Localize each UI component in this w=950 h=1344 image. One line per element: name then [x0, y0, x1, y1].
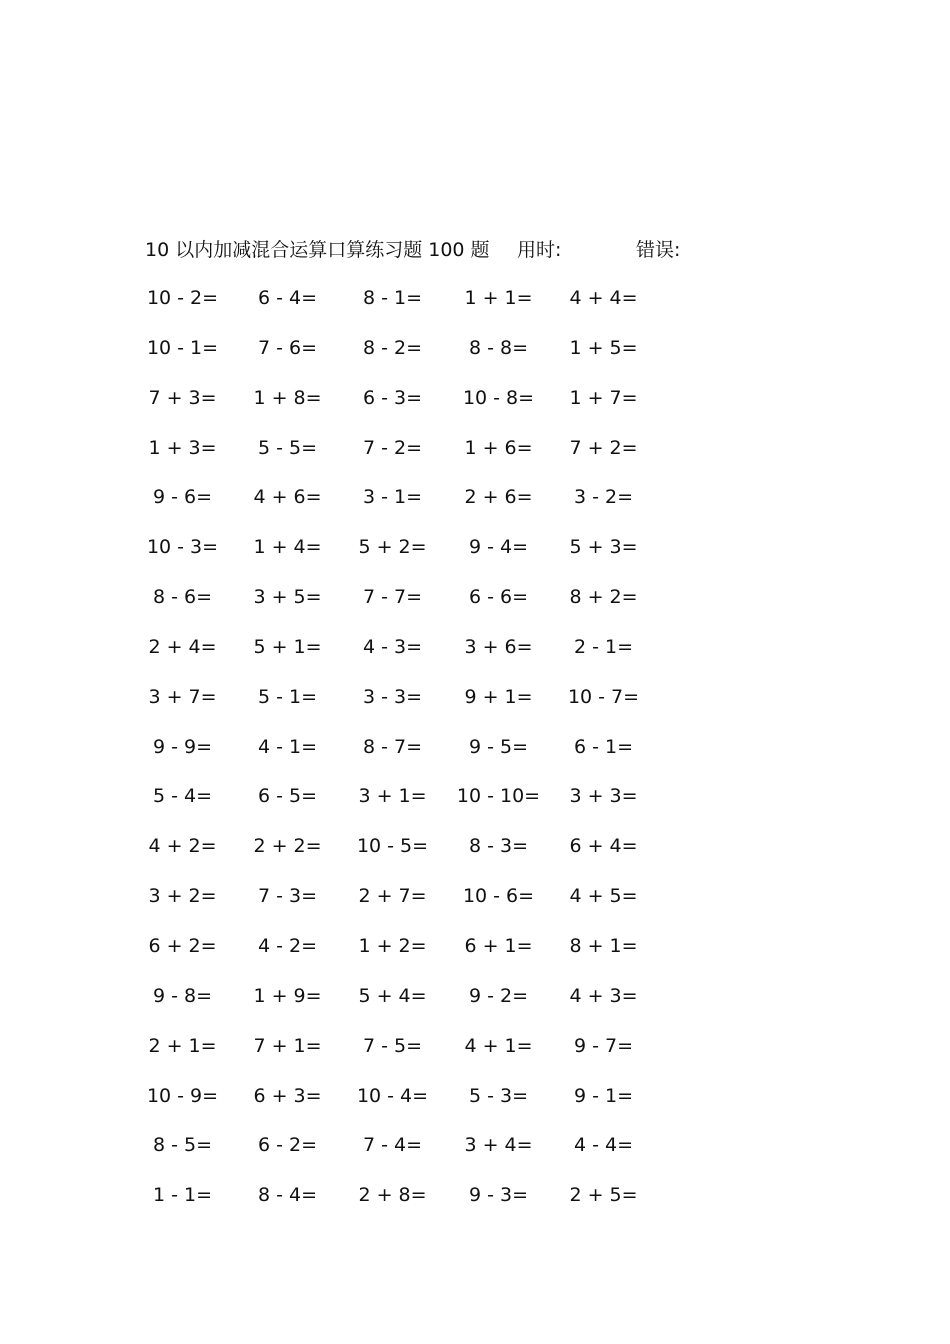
problem-cell: 10 - 3= — [146, 536, 219, 559]
problem-cell: 6 + 3= — [253, 1084, 322, 1107]
problem-cell: 1 + 9= — [253, 984, 322, 1007]
problem-cell: 5 + 1= — [253, 635, 322, 658]
problem-row — [130, 1130, 690, 1180]
problem-row — [130, 682, 690, 732]
problem-cell: 5 + 4= — [358, 984, 427, 1007]
problem-row — [130, 482, 690, 532]
problem-cell: 7 - 3= — [257, 885, 318, 908]
problem-cell: 7 - 5= — [362, 1034, 423, 1057]
problem-cell: 2 + 5= — [569, 1184, 638, 1207]
problem-cell: 6 - 1= — [573, 735, 634, 758]
problem-cell: 10 - 9= — [146, 1084, 219, 1107]
problem-cell: 8 - 1= — [362, 287, 423, 309]
problem-cell: 6 - 4= — [257, 287, 318, 309]
problem-cell: 3 - 1= — [362, 486, 423, 509]
problem-cell: 4 - 3= — [362, 635, 423, 658]
problem-cell: 10 - 7= — [567, 685, 640, 708]
problem-cell: 9 - 7= — [573, 1034, 634, 1057]
problem-cell: 3 + 1= — [358, 785, 427, 808]
problem-cell: 1 - 1= — [152, 1184, 213, 1207]
problem-cell: 7 - 4= — [362, 1134, 423, 1157]
problem-cell: 5 - 1= — [257, 685, 318, 708]
problem-row — [130, 283, 690, 333]
problem-cell: 1 + 4= — [253, 536, 322, 559]
problem-cell: 5 + 3= — [569, 536, 638, 559]
problem-cell: 3 + 3= — [569, 785, 638, 808]
problem-cell: 9 - 4= — [468, 536, 529, 559]
problem-cell: 6 - 5= — [257, 785, 318, 808]
problem-cell: 2 + 2= — [253, 835, 322, 858]
problem-cell: 8 - 2= — [362, 336, 423, 359]
problem-cell: 2 + 4= — [148, 635, 217, 658]
problem-cell: 5 - 4= — [152, 785, 213, 808]
problem-row — [130, 732, 690, 782]
problem-cell: 4 + 5= — [569, 885, 638, 908]
problem-row — [130, 532, 690, 582]
problem-cell: 9 - 3= — [468, 1184, 529, 1207]
problem-cell: 2 + 7= — [358, 885, 427, 908]
problem-cell: 6 - 3= — [362, 386, 423, 409]
problem-cell: 9 - 5= — [468, 735, 529, 758]
problem-cell: 4 + 6= — [253, 486, 322, 509]
problem-cell: 2 + 1= — [148, 1034, 217, 1057]
problem-cell: 5 - 5= — [257, 436, 318, 459]
problem-row — [130, 781, 690, 831]
problem-cell: 4 + 4= — [569, 287, 638, 309]
problem-cell: 6 + 2= — [148, 934, 217, 957]
problem-cell: 8 + 1= — [569, 934, 638, 957]
problem-cell: 5 + 2= — [358, 536, 427, 559]
problem-cell: 10 - 1= — [146, 336, 219, 359]
problem-cell: 7 + 2= — [569, 436, 638, 459]
problem-cell: 6 - 2= — [257, 1134, 318, 1157]
problem-cell: 8 + 2= — [569, 586, 638, 609]
problem-row — [130, 981, 690, 1031]
problem-cell: 3 + 6= — [464, 635, 533, 658]
worksheet-title: 10 以内加减混合运算口算练习题 100 题 — [145, 239, 490, 261]
problem-cell: 9 + 1= — [464, 685, 533, 708]
problem-row — [130, 632, 690, 682]
problem-cell: 7 - 2= — [362, 436, 423, 459]
problem-cell: 8 - 6= — [152, 586, 213, 609]
problem-row — [130, 433, 690, 483]
problem-cell: 8 - 3= — [468, 835, 529, 858]
problem-cell: 4 + 3= — [569, 984, 638, 1007]
problem-cell: 10 - 2= — [146, 287, 219, 309]
problem-cell: 1 + 2= — [358, 934, 427, 957]
problem-cell: 1 + 1= — [464, 287, 533, 309]
problem-cell: 9 - 8= — [152, 984, 213, 1007]
problem-cell: 1 + 5= — [569, 336, 638, 359]
worksheet-header — [145, 236, 745, 264]
problem-cell: 4 + 1= — [464, 1034, 533, 1057]
problem-row — [130, 1180, 690, 1230]
problem-cell: 10 - 8= — [462, 386, 535, 409]
problem-cell: 10 - 10= — [456, 785, 541, 808]
problem-cell: 4 - 2= — [257, 934, 318, 957]
errors-label: 错误: — [636, 239, 681, 261]
problem-row — [130, 931, 690, 981]
problem-cell: 7 + 3= — [148, 386, 217, 409]
problem-cell: 8 - 5= — [152, 1134, 213, 1157]
problem-cell: 9 - 1= — [573, 1084, 634, 1107]
problem-cell: 6 + 4= — [569, 835, 638, 858]
problem-cell: 6 - 6= — [468, 586, 529, 609]
problem-cell: 7 - 6= — [257, 336, 318, 359]
problem-cell: 1 + 6= — [464, 436, 533, 459]
problem-cell: 10 - 4= — [356, 1084, 429, 1107]
problem-cell: 6 + 1= — [464, 934, 533, 957]
problem-cell: 2 + 8= — [358, 1184, 427, 1207]
problem-cell: 4 - 4= — [573, 1134, 634, 1157]
problem-cell: 9 - 6= — [152, 486, 213, 509]
problem-cell: 9 - 2= — [468, 984, 529, 1007]
problem-cell: 10 - 5= — [356, 835, 429, 858]
problem-row — [130, 582, 690, 632]
problem-row — [130, 1031, 690, 1081]
problem-cell: 8 - 4= — [257, 1184, 318, 1207]
problem-cell: 9 - 9= — [152, 735, 213, 758]
problem-cell: 2 + 6= — [464, 486, 533, 509]
problem-cell: 3 + 2= — [148, 885, 217, 908]
problem-cell: 3 + 4= — [464, 1134, 533, 1157]
problem-cell: 3 + 7= — [148, 685, 217, 708]
problem-cell: 5 - 3= — [468, 1084, 529, 1107]
problem-cell: 3 - 2= — [573, 486, 634, 509]
problem-row — [130, 831, 690, 881]
time-label: 用时: — [517, 239, 562, 261]
problem-cell: 2 - 1= — [573, 635, 634, 658]
problem-cell: 4 + 2= — [148, 835, 217, 858]
problem-cell: 10 - 6= — [462, 885, 535, 908]
problem-row — [130, 881, 690, 931]
problem-cell: 1 + 8= — [253, 386, 322, 409]
problem-row — [130, 383, 690, 433]
problem-cell: 7 - 7= — [362, 586, 423, 609]
problem-cell: 8 - 7= — [362, 735, 423, 758]
problem-cell: 3 - 3= — [362, 685, 423, 708]
problem-row — [130, 1081, 690, 1131]
problem-cell: 3 + 5= — [253, 586, 322, 609]
problem-cell: 4 - 1= — [257, 735, 318, 758]
problem-cell: 8 - 8= — [468, 336, 529, 359]
problem-row — [130, 333, 690, 383]
problem-cell: 7 + 1= — [253, 1034, 322, 1057]
problem-cell: 1 + 3= — [148, 436, 217, 459]
problem-cell: 1 + 7= — [569, 386, 638, 409]
problem-grid — [130, 283, 690, 1230]
